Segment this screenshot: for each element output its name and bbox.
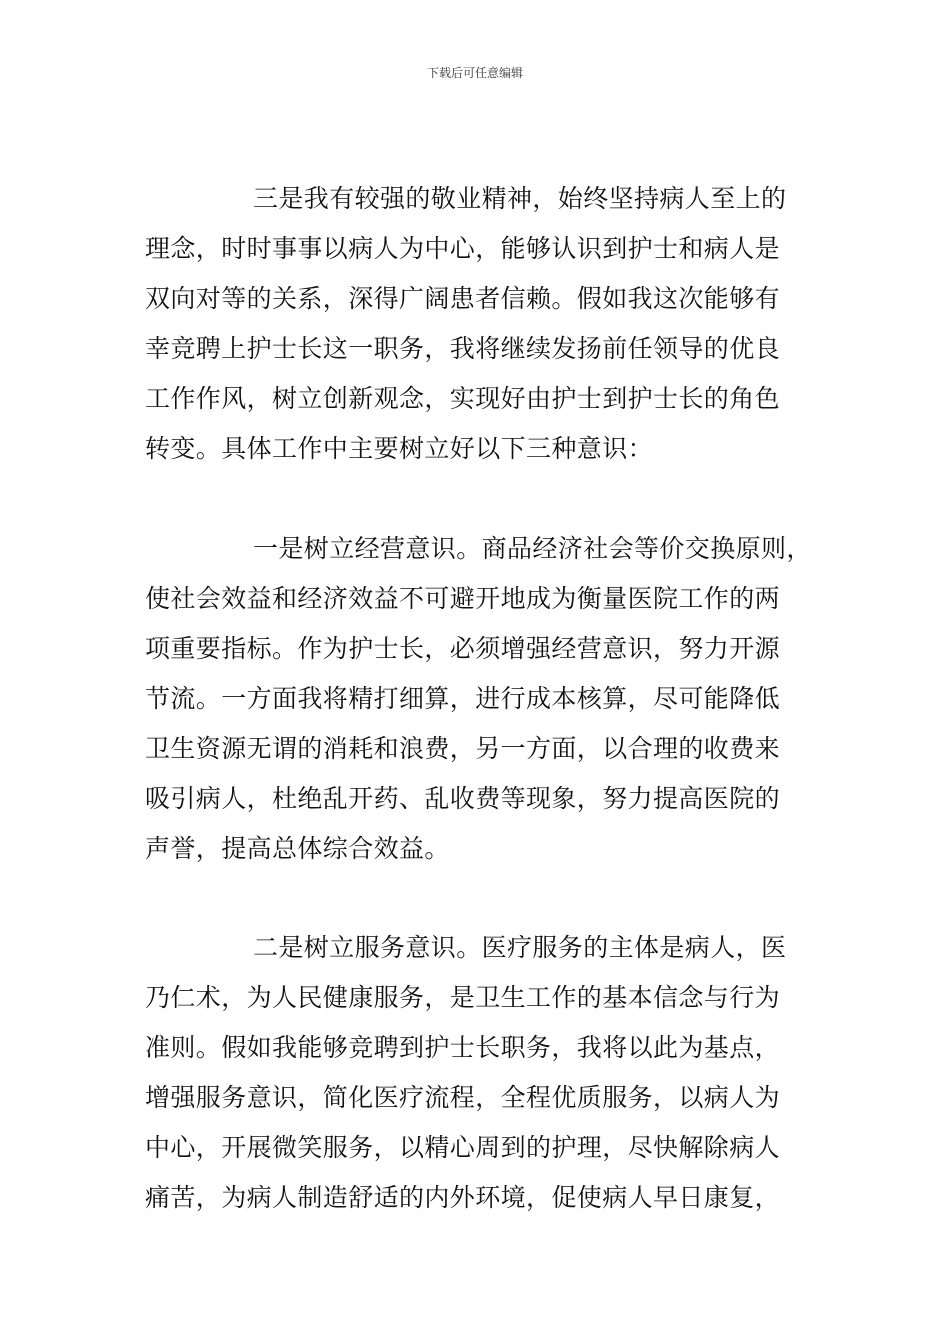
paragraph-line: 增强服务意识，简化医疗流程，全程优质服务，以病人为 [145,1083,781,1112]
paragraph-line: 节流。一方面我将精打细算，进行成本核算，尽可能降低 [145,684,781,713]
paragraph-line: 痛苦，为病人制造舒适的内外环境，促使病人早日康复， [145,1183,781,1212]
paragraph-line: 声誉，提高总体综合效益。 [145,834,450,863]
paragraph-line: 幸竞聘上护士长这一职务，我将继续发扬前任领导的优良 [145,334,781,363]
paragraph-service-awareness [145,923,810,1223]
paragraph-business-awareness [145,524,810,874]
paragraph-line: 乃仁术，为人民健康服务，是卫生工作的基本信念与行为 [145,983,781,1012]
page-header: 下载后可任意编辑 [426,66,523,80]
paragraph-line: 使社会效益和经济效益不可避开地成为衡量医院工作的两 [145,584,781,613]
paragraph-line: 准则。假如我能够竞聘到护士长职务，我将以此为基点， [145,1033,781,1062]
paragraph-line: 转变。具体工作中主要树立好以下三种意识： [145,434,654,463]
paragraph-line: 双向对等的关系，深得广阔患者信赖。假如我这次能够有 [145,284,781,313]
paragraph-line: 吸引病人，杜绝乱开药、乱收费等现象，努力提高医院的 [145,784,781,813]
paragraph-line: 理念，时时事事以病人为中心，能够认识到护士和病人是 [145,234,781,263]
paragraph-line: 三是我有较强的敬业精神，始终坚持病人至上的 [253,184,787,213]
paragraph-line: 工作作风，树立创新观念，实现好由护士到护士长的角色 [145,384,781,413]
paragraph-line: 一是树立经营意识。商品经济社会等价交换原则， [253,534,812,563]
paragraph-line: 项重要指标。作为护士长，必须增强经营意识，努力开源 [145,634,781,663]
paragraph-line: 二是树立服务意识。医疗服务的主体是病人，医 [253,933,787,962]
paragraph-work-attitude [145,174,810,474]
paragraph-line: 中心，开展微笑服务，以精心周到的护理，尽快解除病人 [145,1133,781,1162]
paragraph-line: 卫生资源无谓的消耗和浪费，另一方面，以合理的收费来 [145,734,781,763]
